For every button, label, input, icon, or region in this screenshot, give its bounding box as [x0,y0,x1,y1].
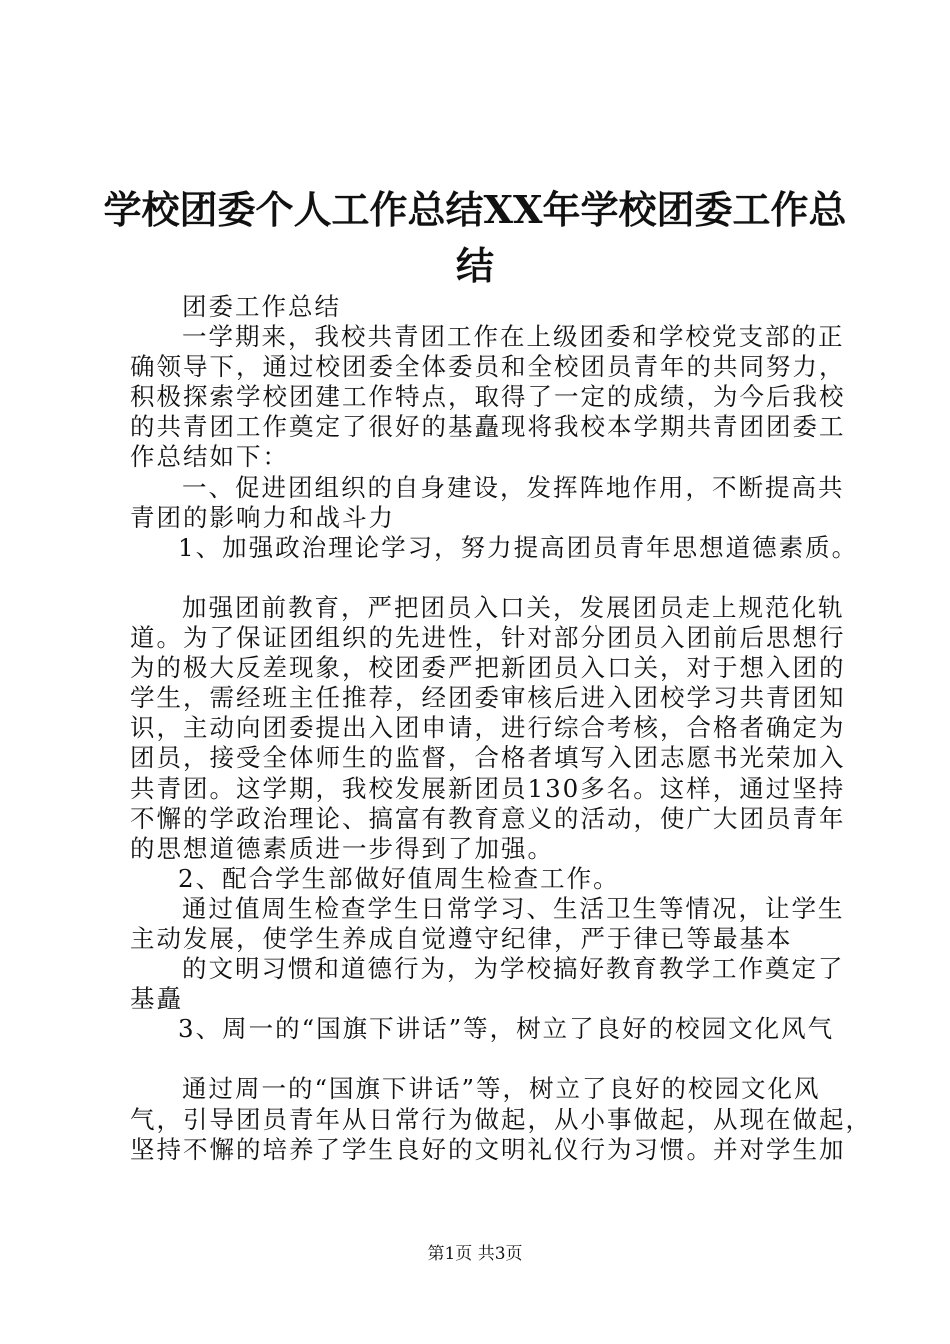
paragraph-line: 通过周一的“国旗下讲话”等，树立了良好的校园文化风 [182,1074,821,1104]
paragraph-line: 通过值周生检查学生日常学习、生活卫生等情况，让学生 [182,893,845,923]
paragraph-line: 加强团前教育，严把团员入口关，发展团员走上规范化轨 [182,592,845,622]
paragraph-line: 主动发展，使学生养成自觉遵守纪律，严于律已等最基本 [130,923,793,953]
paragraph-line: 确领导下，通过校团委全体委员和全校团员青年的共同努力， [130,352,846,382]
section-heading: 团委工作总结 [182,292,341,321]
subheading-line: 1、加强政治理论学习，努力提高团员青年思想道德素质。 [178,532,859,562]
blank-line [130,1044,835,1074]
paragraph-line: 作总结如下： [130,442,289,472]
paragraph-line: 的共青团工作奠定了很好的基矗现将我校本学期共青团团委工 [130,412,846,442]
paragraph-line: 共青团。这学期，我校发展新团员130多名。这样，通过坚持 [130,773,846,803]
subheading-line: 2、配合学生部做好值周生检查工作。 [178,863,620,893]
paragraph-line: 的思想道德素质进一步得到了加强。 [130,833,554,863]
blank-line [130,563,835,593]
paragraph-line: 青团的影响力和战斗力 [130,502,395,532]
paragraph-line: 为的极大反差现象，校团委严把新团员入口关，对于想入团的 [130,653,846,683]
document-body [130,292,872,1165]
paragraph-line: 气，引导团员青年从日常行为做起，从小事做起，从现在做起， [130,1104,872,1134]
paragraph-line: 不懈的学政治理论、搞富有教育意义的活动，使广大团员青年 [130,803,846,833]
page-number-footer: 第1页 共3页 [427,1244,523,1264]
document-title-line-1: 学校团委个人工作总结XX年学校团委工作总 [103,187,847,232]
paragraph-line: 一、促进团组织的自身建设，发挥阵地作用，不断提高共 [182,472,845,502]
paragraph-line: 团员，接受全体师生的监督，合格者填写入团志愿书光荣加入 [130,743,846,773]
paragraph-line: 基矗 [130,984,183,1014]
paragraph-line: 识，主动向团委提出入团申请，进行综合考核，合格者确定为 [130,713,846,743]
paragraph-line: 坚持不懈的培养了学生良好的文明礼仪行为习惯。并对学生加 [130,1134,846,1164]
paragraph-line: 一学期来，我校共青团工作在上级团委和学校党支部的正 [182,322,845,352]
paragraph-line: 的文明习惯和道德行为，为学校搞好教育教学工作奠定了 [182,954,845,984]
paragraph-line: 道。为了保证团组织的先进性，针对部分团员入团前后思想行 [130,623,846,653]
subheading-line: 3、周一的“国旗下讲话”等，树立了良好的校园文化风气 [178,1014,835,1044]
document-title-line-2: 结 [455,243,494,288]
paragraph-line: 学生，需经班主任推荐，经团委审核后进入团校学习共青团知 [130,683,846,713]
paragraph-line: 积极探索学校团建工作特点，取得了一定的成绩，为今后我校 [130,382,846,412]
